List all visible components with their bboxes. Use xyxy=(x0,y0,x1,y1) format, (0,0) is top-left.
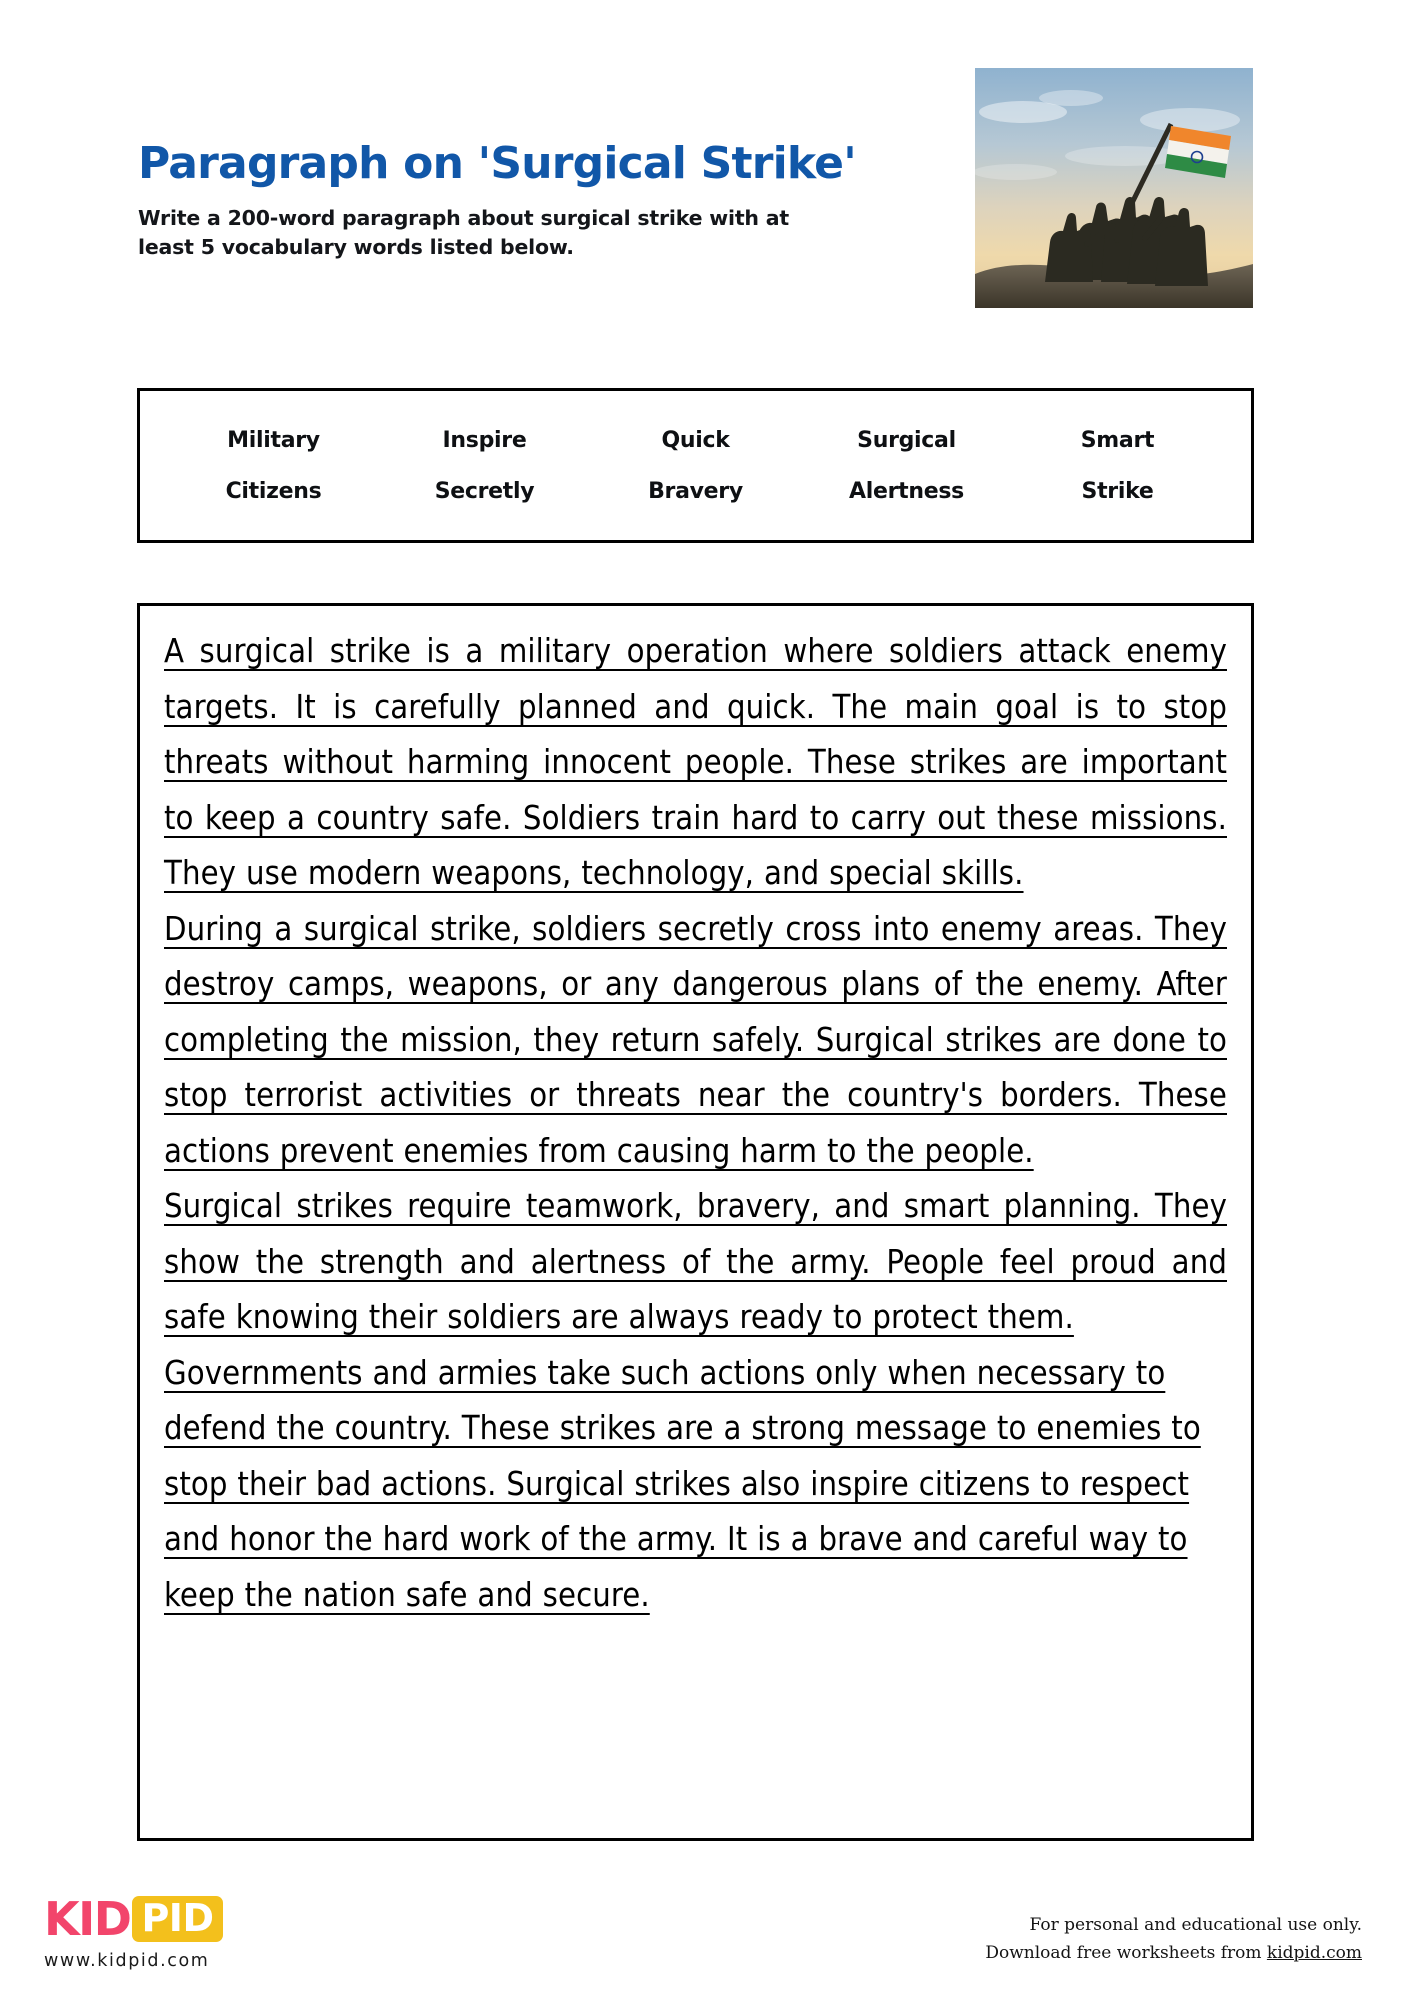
logo-kid-text: KID xyxy=(44,1892,131,1946)
flag-raising-illustration xyxy=(975,68,1253,308)
page-title: Paragraph on 'Surgical Strike' xyxy=(138,138,856,189)
vocabulary-word: Bravery xyxy=(648,478,743,504)
vocabulary-row xyxy=(168,479,1223,504)
vocabulary-word-box xyxy=(137,388,1254,543)
worksheet-instructions: Write a 200-word paragraph about surgical strike with at least 5 vocabulary words listed below. xyxy=(138,205,789,260)
vocabulary-word: Citizens xyxy=(225,478,322,504)
answer-paragraph: During a surgical strike, soldiers secretly cross into enemy areas. They destroy camps, weapons, or any dangerous plans of the enemy. After completing the mission, they return safely. Surgical strikes are done to stop terrorist activities or threats near the country's borders. These actions prevent enemies from causing harm to the people. xyxy=(164,909,1227,1170)
footer-note-line-1: For personal and educational use only. xyxy=(1029,1915,1362,1935)
vocabulary-word: Strike xyxy=(1081,478,1154,504)
vocabulary-word: Quick xyxy=(661,427,730,453)
vocabulary-word: Secretly xyxy=(434,478,535,504)
logo-pid-text: PID xyxy=(141,1896,214,1940)
vocabulary-word: Surgical xyxy=(857,427,956,453)
footer-usage-note xyxy=(985,1912,1362,1967)
footer-note-line-2 xyxy=(985,1940,1362,1968)
logo-mark xyxy=(44,1893,254,1945)
footer-note-prefix: Download free worksheets from xyxy=(985,1942,1267,1963)
answer-paragraph: Governments and armies take such actions only when necessary to defend the country. These strikes are a strong message to enemies to stop their bad actions. Surgical strikes also inspire citizens to respect and honor the hard work of the army. It is a brave and careful way to keep the nation safe and secure. xyxy=(164,1353,1201,1614)
answer-text-box[interactable] xyxy=(137,603,1254,1841)
vocabulary-word: Inspire xyxy=(442,427,527,453)
soldiers-raising-flag-photo xyxy=(975,68,1253,308)
worksheet-header xyxy=(138,140,978,263)
answer-paragraph: Surgical strikes require teamwork, bravery, and smart planning. They show the strength and alertness of the army. People feel proud and safe knowing their soldiers are always ready to protect them. xyxy=(164,1187,1227,1336)
vocabulary-row xyxy=(168,428,1223,453)
vocabulary-word: Alertness xyxy=(849,478,964,504)
vocabulary-word: Smart xyxy=(1080,427,1155,453)
answer-paragraph: A surgical strike is a military operation where soldiers attack enemy targets. It is carefully planned and quick. The main goal is to stop threats without harming innocent people. These strikes are important to keep a country safe. Soldiers train hard to carry out these missions. They use modern weapons, technology, and special skills. xyxy=(164,632,1227,892)
logo-website-url: www.kidpid.com xyxy=(44,1951,210,1971)
kidpid-link[interactable]: kidpid.com xyxy=(1266,1942,1362,1963)
kidpid-logo[interactable] xyxy=(44,1893,254,1971)
logo-pid-badge xyxy=(132,1896,222,1942)
vocabulary-word: Military xyxy=(227,427,320,453)
